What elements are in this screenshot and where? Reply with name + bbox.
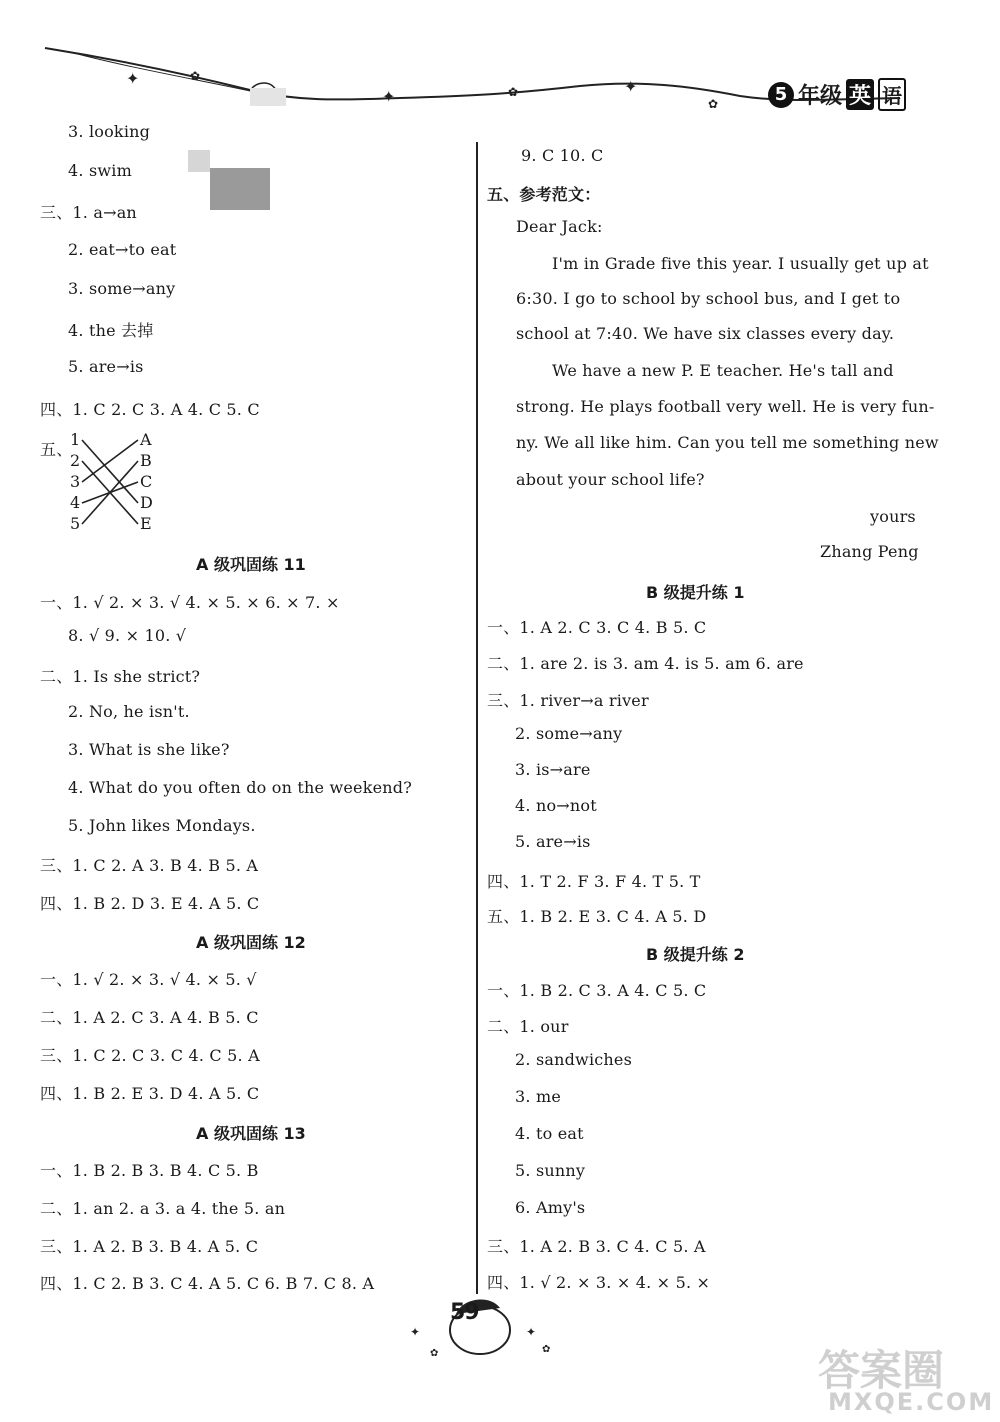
letter-line: school at 7:40. We have six classes every day.	[516, 324, 895, 343]
letter-line: 6:30. I go to school by school bus, and I get to	[516, 289, 901, 308]
match-right-e: E	[140, 514, 152, 533]
answer-line: 4. What do you often do on the weekend?	[68, 778, 413, 797]
match-left-3: 3	[70, 472, 81, 491]
answer-line: 四、1. C 2. B 3. C 4. A 5. C 6. B 7. C 8. A	[40, 1274, 375, 1293]
match-section-label: 五、	[40, 440, 73, 459]
answer-line: 三、1. A 2. B 3. B 4. A 5. C	[40, 1237, 259, 1256]
answer-line: 四、1. √ 2. × 3. × 4. × 5. ×	[487, 1273, 711, 1292]
section-title-a11: A 级巩固练 11	[196, 555, 306, 574]
match-left-4: 4	[70, 493, 81, 512]
answer-line: 一、1. A 2. C 3. C 4. B 5. C	[487, 618, 707, 637]
svg-text:✦: ✦	[126, 69, 140, 88]
matching-diagram	[44, 430, 174, 535]
answer-line: 5. are→is	[515, 832, 591, 851]
answer-line: 9. C 10. C	[521, 146, 604, 165]
answer-line: 二、1. our	[487, 1017, 569, 1036]
svg-text:✿: ✿	[542, 1344, 551, 1355]
answer-line: 4. to eat	[515, 1124, 584, 1143]
answer-line: 三、1. C 2. A 3. B 4. B 5. A	[40, 856, 259, 875]
answer-line: 3. looking	[68, 122, 151, 141]
svg-text:✿: ✿	[508, 85, 519, 99]
page-number-decoration	[390, 1284, 570, 1364]
answer-line: 三、1. C 2. C 3. C 4. C 5. A	[40, 1046, 260, 1065]
blurred-region	[188, 150, 210, 172]
letter-line: strong. He plays football very well. He is very fun-	[516, 397, 935, 416]
svg-text:✦: ✦	[382, 87, 396, 106]
answer-line: 2. sandwiches	[515, 1050, 633, 1069]
grade-subject-badge	[768, 78, 906, 111]
svg-text:✿: ✿	[430, 1348, 439, 1359]
svg-text:✦: ✦	[526, 1325, 537, 1339]
svg-text:✿: ✿	[708, 97, 719, 111]
answer-line: 2. No, he isn't.	[68, 702, 190, 721]
svg-text:✿: ✿	[190, 69, 201, 83]
watermark-logo: 答案圈	[818, 1346, 945, 1395]
section-title-b1: B 级提升练 1	[646, 583, 745, 602]
answer-line: 四、1. B 2. D 3. E 4. A 5. C	[40, 894, 260, 913]
answer-line: 6. Amy's	[515, 1198, 586, 1217]
match-right-a: A	[140, 430, 152, 449]
answer-line: 一、1. B 2. B 3. B 4. C 5. B	[40, 1161, 259, 1180]
answer-line: 2. some→any	[515, 724, 623, 743]
answer-line: 3. is→are	[515, 760, 591, 779]
match-left-5: 5	[70, 514, 81, 533]
section-title-b2: B 级提升练 2	[646, 945, 745, 964]
watermark-url: MXQE.COM	[828, 1388, 995, 1416]
answer-line: 五、参考范文：	[487, 185, 601, 204]
blurred-region	[250, 88, 286, 106]
svg-text:✦: ✦	[624, 77, 638, 96]
grade-number: 5	[768, 82, 794, 108]
column-divider	[476, 142, 478, 1294]
answer-line: 三、1. a→an	[40, 203, 137, 222]
subject-char-1: 英	[846, 79, 874, 110]
answer-line: 一、1. √ 2. × 3. √ 4. × 5. × 6. × 7. ×	[40, 593, 340, 612]
answer-line: 三、1. A 2. B 3. C 4. C 5. A	[487, 1237, 706, 1256]
answer-line: 四、1. B 2. E 3. D 4. A 5. C	[40, 1084, 260, 1103]
match-right-c: C	[140, 472, 153, 491]
answer-line: 四、1. C 2. C 3. A 4. C 5. C	[40, 400, 260, 419]
answer-line: 五、1. B 2. E 3. C 4. A 5. D	[487, 907, 707, 926]
match-left-1: 1	[70, 430, 81, 449]
answer-line: 3. me	[515, 1087, 561, 1106]
section-title-a13: A 级巩固练 13	[196, 1124, 306, 1143]
svg-text:✦: ✦	[410, 1325, 421, 1339]
answer-line: 三、1. river→a river	[487, 691, 649, 710]
answer-line: 5. sunny	[515, 1161, 586, 1180]
match-left-2: 2	[70, 451, 81, 470]
letter-greeting: Dear Jack:	[516, 217, 603, 236]
section-title-a12: A 级巩固练 12	[196, 933, 306, 952]
answer-line: 3. some→any	[68, 279, 176, 298]
answer-line: 一、1. B 2. C 3. A 4. C 5. C	[487, 981, 707, 1000]
answer-line: 4. the 去掉	[68, 321, 154, 340]
subject-char-2: 语	[878, 78, 906, 111]
answer-line: 四、1. T 2. F 3. F 4. T 5. T	[487, 872, 701, 891]
answer-line: 一、1. √ 2. × 3. √ 4. × 5. √	[40, 970, 257, 989]
answer-line: 8. √ 9. × 10. √	[68, 626, 187, 645]
letter-closing: yours	[870, 507, 916, 526]
answer-line: 二、1. A 2. C 3. A 4. B 5. C	[40, 1008, 259, 1027]
match-right-b: B	[140, 451, 152, 470]
answer-line: 2. eat→to eat	[68, 240, 177, 259]
grade-label: 年级	[798, 84, 843, 109]
answer-line: 5. John likes Mondays.	[68, 816, 256, 835]
answer-line: 5. are→is	[68, 357, 144, 376]
letter-line: about your school life?	[516, 470, 705, 489]
letter-line: We have a new P. E teacher. He's tall and	[552, 361, 894, 380]
match-lines	[44, 430, 174, 535]
letter-line: I'm in Grade five this year. I usually get up at	[552, 254, 929, 273]
blurred-region	[210, 168, 270, 210]
answer-line: 二、1. are 2. is 3. am 4. is 5. am 6. are	[487, 654, 804, 673]
letter-line: ny. We all like him. Can you tell me something new	[516, 433, 939, 452]
answer-line: 二、1. Is she strict?	[40, 667, 201, 686]
answer-line: 3. What is she like?	[68, 740, 230, 759]
answer-line: 4. no→not	[515, 796, 597, 815]
page-number: 59	[450, 1300, 479, 1325]
letter-signature: Zhang Peng	[820, 542, 919, 561]
match-right-d: D	[140, 493, 153, 512]
answer-line: 二、1. an 2. a 3. a 4. the 5. an	[40, 1199, 286, 1218]
answer-line: 4. swim	[68, 161, 132, 180]
